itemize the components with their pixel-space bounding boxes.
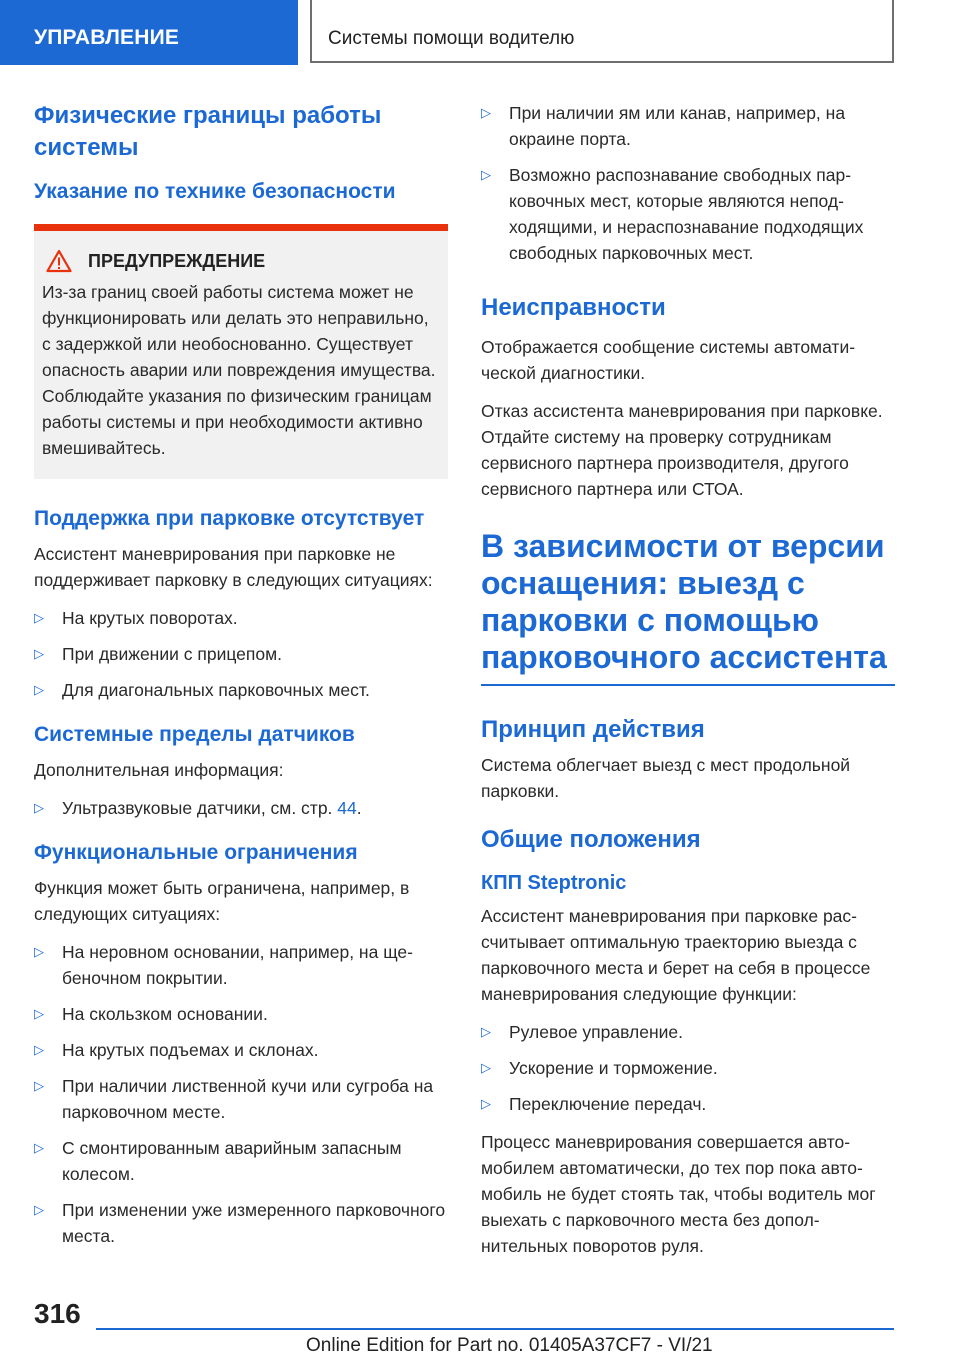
list-item: ▷ При наличии ям или канав, например, на окраине порта. <box>481 100 895 152</box>
page-reference-link[interactable]: 44 <box>337 798 357 818</box>
triangle-bullet-icon: ▷ <box>34 944 44 959</box>
paragraph-faults-2: Отказ ассистента маневрирования при парковке. Отдайте систему на проверку сотрудникам сервисного партнера производителя, другого сервисного партнера или СТОА. <box>481 401 883 499</box>
triangle-bullet-icon: ▷ <box>34 1006 44 1021</box>
footer-edition: Online Edition for Part no. 01405A37CF7 - VI/21 <box>306 1335 713 1356</box>
list-sensors <box>34 795 448 821</box>
triangle-bullet-icon: ▷ <box>481 167 491 182</box>
heading-park-exit-assistant: В зависимости от версии оснащения: выезд с парковки с помощью парковочного ассистента <box>481 528 895 686</box>
header-chapter-box <box>310 0 894 63</box>
paragraph-principle: Система облегчает выезд с мест продольной парковки. <box>481 755 851 801</box>
paragraph-faults-1: Отображается сообщение системы автоматической диагностики. <box>481 337 856 383</box>
heading-sensor-limits: Системные пределы датчиков <box>34 723 355 746</box>
list-item: ▷ С смонтированным аварийным запасным колесом. <box>34 1135 448 1187</box>
warning-text: Из-за границ своей работы система может не функционировать или делать это неправильно, с задержкой или необоснованно. Существует опасность аварии или повреждения имущества. Соблюдайте указания по физическим границам работы системы и при необходимости активно вмешивайтесь. <box>42 282 436 458</box>
triangle-bullet-icon: ▷ <box>481 1060 491 1075</box>
list-item: ▷ На скользком основании. <box>34 1001 448 1027</box>
heading-functional-limits: Функциональные ограничения <box>34 841 358 864</box>
header-section-title: УПРАВЛЕНИЕ <box>34 26 180 49</box>
paragraph-steptronic: Ассистент маневрирования при парковке рассчитывает оптимальную траекторию выезда с парковочного места и берет на себя в процессе маневрирования следующие функции: <box>481 906 871 1004</box>
right-column <box>481 100 895 1271</box>
triangle-bullet-icon: ▷ <box>34 1042 44 1057</box>
heading-principle: Принцип действия <box>481 716 705 743</box>
heading-faults: Неисправности <box>481 294 666 321</box>
paragraph-no-support: Ассистент маневрирования при парковке не поддерживает парковку в следующих ситуациях: <box>34 544 433 590</box>
list-continued <box>481 100 895 266</box>
list-item: ▷ Ускорение и торможение. <box>481 1055 895 1081</box>
header-chapter-title: Системы помощи водителю <box>328 28 575 49</box>
triangle-bullet-icon: ▷ <box>34 646 44 661</box>
heading-steptronic: КПП Steptronic <box>481 872 627 894</box>
paragraph-process: Процесс маневрирования совершается автомобилем автоматически, до тех пор пока автомобиль не будет стоять так, чтобы водитель мог выехать с парковочного места без дополнительных поворотов руля. <box>481 1132 876 1256</box>
triangle-bullet-icon: ▷ <box>34 1202 44 1217</box>
list-item: ▷ Рулевое управление. <box>481 1019 895 1045</box>
list-item: ▷ При наличии лиственной кучи или сугроба на парковочном месте. <box>34 1073 448 1125</box>
list-item: ▷ Ультразвуковые датчики, см. стр. 44. <box>34 795 448 821</box>
warning-triangle-icon <box>46 249 72 273</box>
list-item: ▷ На крутых поворотах. <box>34 605 448 631</box>
triangle-bullet-icon: ▷ <box>34 800 44 815</box>
list-functional <box>34 939 448 1249</box>
list-item: ▷ Переключение передач. <box>481 1091 895 1117</box>
list-steptronic <box>481 1019 895 1117</box>
list-item: ▷ При движении с прицепом. <box>34 641 448 667</box>
footer-divider <box>96 1328 894 1330</box>
page-number: 316 <box>34 1298 81 1329</box>
triangle-bullet-icon: ▷ <box>481 1096 491 1111</box>
list-item: ▷ Возможно распознавание свободных парковочных мест, которые являются неподходящими, и нераспознавание подходящих свободных парковочных мест. <box>481 162 895 266</box>
triangle-bullet-icon: ▷ <box>34 682 44 697</box>
heading-physical-limits: Физические границы работы системы <box>34 102 382 161</box>
header-section-tab <box>0 0 298 65</box>
triangle-bullet-icon: ▷ <box>34 1140 44 1155</box>
heading-safety-note: Указание по технике безопасности <box>34 180 396 203</box>
list-item: ▷ На крутых подъемах и склонах. <box>34 1037 448 1063</box>
triangle-bullet-icon: ▷ <box>481 1024 491 1039</box>
heading-general: Общие положения <box>481 826 701 853</box>
list-no-support <box>34 605 448 703</box>
list-item: ▷ На неровном основании, например, на щебеночном покрытии. <box>34 939 448 991</box>
list-item: ▷ Для диагональных парковочных мест. <box>34 677 448 703</box>
triangle-bullet-icon: ▷ <box>34 610 44 625</box>
triangle-bullet-icon: ▷ <box>481 105 491 120</box>
triangle-bullet-icon: ▷ <box>34 1078 44 1093</box>
left-column <box>34 100 448 1261</box>
list-item: ▷ При изменении уже измеренного парковочного места. <box>34 1197 448 1249</box>
warning-title: ПРЕДУПРЕЖДЕНИЕ <box>88 250 266 271</box>
paragraph-functional: Функция может быть ограничена, например, в следующих ситуациях: <box>34 878 410 924</box>
heading-no-parking-support: Поддержка при парковке отсутствует <box>34 507 425 530</box>
warning-box <box>34 224 448 479</box>
paragraph-sensors: Дополнительная информация: <box>34 760 284 780</box>
